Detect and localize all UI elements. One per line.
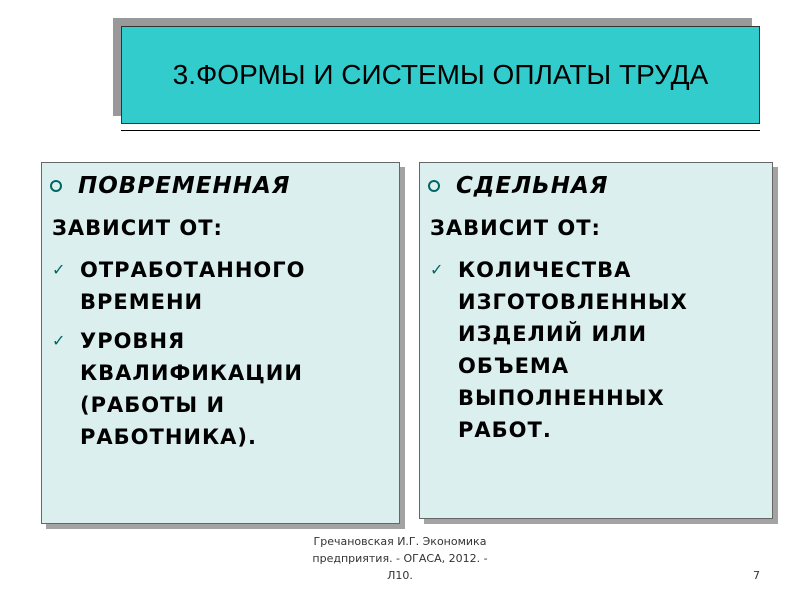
time-based-pay-panel <box>41 162 400 524</box>
depends-on-label: ЗАВИСИТ ОТ: <box>52 216 223 240</box>
piece-rate-pay-panel <box>419 162 773 519</box>
circle-bullet-icon <box>428 180 440 192</box>
checkmark-icon: ✓ <box>52 260 66 279</box>
piece-rate-pay-heading <box>428 172 608 200</box>
time-based-pay-title: ПОВРЕМЕННАЯ <box>78 173 291 199</box>
title-divider <box>121 130 760 131</box>
time-based-factors-list <box>52 254 393 460</box>
circle-bullet-icon <box>50 180 62 192</box>
list-item <box>430 254 766 446</box>
piece-rate-factors-list <box>430 254 766 453</box>
depends-on-label: ЗАВИСИТ ОТ: <box>430 216 601 240</box>
list-item-text: УРОВНЯ КВАЛИФИКАЦИИ (РАБОТЫ И РАБОТНИКА). <box>80 329 303 449</box>
slide-title: 3.ФОРМЫ И СИСТЕМЫ ОПЛАТЫ ТРУДА <box>172 59 709 90</box>
checkmark-icon: ✓ <box>430 260 444 279</box>
list-item <box>52 254 393 318</box>
slide-number: 7 <box>753 569 760 582</box>
slide-title-box <box>121 26 760 124</box>
list-item-text: ОТРАБОТАННОГО ВРЕМЕНИ <box>80 258 306 314</box>
list-item <box>52 325 393 453</box>
footer-citation: Гречановская И.Г. Экономика предприятия. - ОГАСА, 2012. - Л10. <box>312 535 488 582</box>
list-item-text: КОЛИЧЕСТВА ИЗГОТОВЛЕННЫХ ИЗДЕЛИЙ ИЛИ ОБЪЕМА ВЫПОЛНЕННЫХ РАБОТ. <box>458 258 688 442</box>
time-based-pay-heading <box>50 172 291 200</box>
checkmark-icon: ✓ <box>52 331 66 350</box>
piece-rate-pay-title: СДЕЛЬНАЯ <box>456 173 609 199</box>
